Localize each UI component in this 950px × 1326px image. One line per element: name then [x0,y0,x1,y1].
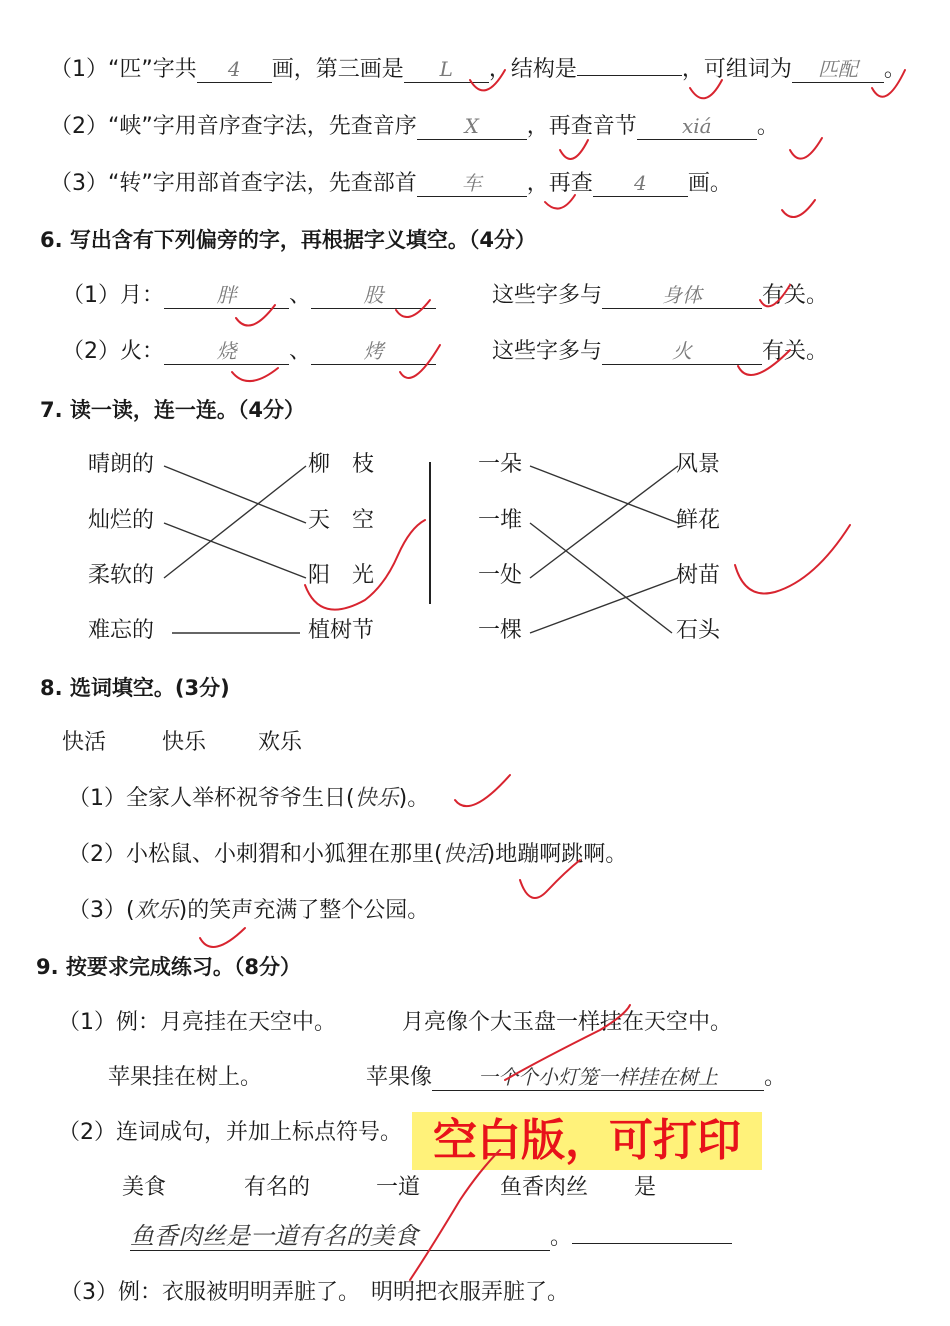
q8-title: 8. 选词填空。(3分) [40,676,230,700]
handwritten-answer: xiá [682,114,712,138]
match-line [530,578,678,633]
match-line [530,466,678,523]
q5-l1-text: 画，第三画是 [271,57,404,82]
q7-right-a-1[interactable]: 柳 枝 [308,452,375,477]
handwritten-answer[interactable]: 快活 [442,842,487,867]
q5-l2-text: 。 [756,114,779,139]
q7-left-a-1[interactable]: 晴朗的 [88,452,155,477]
q5-l1-text: （1）“匹”字共 [50,57,197,82]
q9-q2-word-1: 美食 [122,1175,167,1200]
q9-q1-prefix: 苹果像 [366,1065,433,1090]
q7-right-b-3[interactable]: 树苗 [676,563,721,588]
match-line [530,466,678,578]
matching-lines [164,466,678,633]
q5-l3-text: 画。 [687,171,732,196]
q6-l1-prefix: （1）月： [62,283,164,308]
check-mark [520,860,580,898]
handwritten-answer: 鱼香肉丝是一道有名的美食 [130,1222,418,1250]
handwritten-answer: 烧 [216,339,237,363]
q9-q2: （2）连词成句，并加上标点符号。 [58,1120,402,1145]
handwritten-answer: 烤 [363,339,384,363]
check-mark [760,285,790,306]
q7-right-b-1[interactable]: 风景 [676,452,721,477]
q9-q2-word-4: 鱼香肉丝 [500,1175,589,1200]
q5-l2-text: （2）“峡”字用音序查字法，先查音序 [50,114,417,139]
q7-title: 7. 读一读，连一连。（4分） [40,398,306,422]
q7-left-a-3[interactable]: 柔软的 [88,563,155,588]
q8-l2-text: （2）小松鼠、小刺猬和小狐狸在那里( [68,842,443,867]
q7-right-b-2[interactable]: 鲜花 [676,508,721,533]
check-mark [735,525,850,593]
q7-right-a-2[interactable]: 天 空 [308,508,375,533]
separator: 、 [289,283,312,308]
q8-l1-text: （1）全家人举杯祝爷爷生日( [68,786,355,811]
check-mark [690,80,722,98]
q6-l1-end: 有关。 [762,283,829,308]
handwritten-answer: 火 [672,339,693,363]
check-mark [396,300,430,317]
check-mark [410,1150,500,1280]
handwritten-answer: 匹配 [817,57,858,81]
check-mark [232,368,278,381]
handwritten-answer: 胖 [216,283,237,307]
q7-left-b-1[interactable]: 一朵 [478,452,523,477]
check-mark [872,70,905,97]
check-mark [738,350,790,375]
handwritten-answer: X [464,114,479,138]
q5-l1-text: 。 [883,57,906,82]
handwritten-answer[interactable]: 欢乐 [134,898,179,923]
q5-l3-text: ，再查 [526,171,593,196]
q8-word-1: 快活 [62,730,107,755]
printable-stamp: 空白版，可打印 [412,1112,762,1170]
check-mark [560,140,588,159]
q5-l2-text: ，再查音节 [526,114,637,139]
q9-q3: （3）例：衣服被明明弄脏了。 明明把衣服弄脏了。 [60,1280,569,1305]
q8-word-3: 欢乐 [258,730,303,755]
separator: 、 [289,339,312,364]
match-line [164,466,306,578]
check-mark [200,928,245,947]
check-mark [455,775,510,806]
q9-example1: （1）例：月亮挂在天空中。 [58,1010,336,1035]
q9-q2-end: 。 [550,1225,573,1250]
handwritten-answer: 股 [363,283,384,307]
check-marks [200,70,905,1280]
q6-title: 6. 写出含有下列偏旁的字，再根据字义填空。（4分） [40,228,537,252]
q5-l3-text: （3）“转”字用部首查字法，先查部首 [50,171,417,196]
handwritten-answer: 车 [461,171,482,195]
q7-right-a-4[interactable]: 植树节 [308,618,375,643]
check-mark [236,305,275,326]
q6-l2-prefix: （2）火： [62,339,164,364]
q5-l1-text: ，可组词为 [681,57,792,82]
check-mark [790,138,822,159]
q9-q1: 苹果挂在树上。 [108,1065,263,1090]
q8-l1-text: )。 [398,786,430,811]
handwritten-answer: 4 [227,57,241,81]
check-mark [545,195,575,209]
q7-right-a-3[interactable]: 阳 光 [308,563,375,588]
check-mark [470,70,505,90]
q7-left-b-3[interactable]: 一处 [478,563,523,588]
q7-left-b-4[interactable]: 一棵 [478,618,523,643]
check-mark [505,1005,630,1080]
q9-title: 9. 按要求完成练习。（8分） [36,955,302,979]
match-line [530,523,672,633]
q8-l3-text: )的笑声充满了整个公园。 [178,898,430,923]
q7-left-b-2[interactable]: 一堆 [478,508,523,533]
handwritten-answer: 4 [633,171,647,195]
handwritten-answer[interactable]: 快乐 [354,786,399,811]
q8-word-2: 快乐 [162,730,207,755]
check-mark [400,345,440,378]
q6-l2-mid: 这些字多与 [492,339,603,364]
q6-l2-end: 有关。 [762,339,829,364]
q9-example1-answer: 月亮像个大玉盘一样挂在天空中。 [402,1010,733,1035]
q7-left-a-4[interactable]: 难忘的 [88,618,155,643]
q5-l1-text: ，结构是 [488,57,577,82]
q8-l2-text: )地蹦啊跳啊。 [486,842,628,867]
q9-q1-end: 。 [764,1065,787,1090]
check-mark [782,200,815,217]
match-line [164,523,306,578]
q9-q2-word-5: 是 [634,1175,657,1200]
handwritten-answer: L [439,57,453,81]
handwritten-answer: 身体 [662,283,703,307]
match-line [164,466,306,523]
handwritten-answer: 一个个小灯笼一样挂在树上 [478,1065,719,1089]
check-mark [305,520,425,610]
q6-l1-mid: 这些字多与 [492,283,603,308]
q7-right-b-4[interactable]: 石头 [676,618,721,643]
q8-l3-text: （3）( [68,898,135,923]
q9-q2-word-2: 有名的 [244,1175,311,1200]
q9-q2-word-3: 一道 [376,1175,421,1200]
q7-left-a-2[interactable]: 灿烂的 [88,508,155,533]
